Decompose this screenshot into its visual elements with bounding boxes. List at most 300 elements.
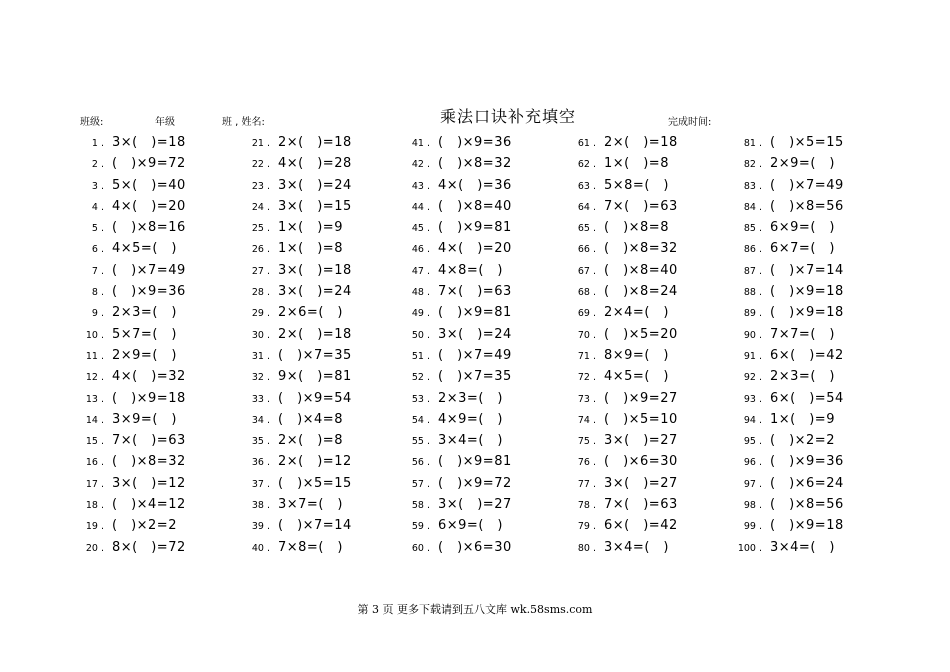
exercise-number: 15 . xyxy=(85,436,104,448)
exercise-item xyxy=(240,515,352,536)
exercise-number: 88 . xyxy=(743,287,762,299)
exercise-equation: 1×( )=8 xyxy=(604,156,669,172)
exercise-equation: 7×( )=63 xyxy=(112,433,186,449)
exercise-equation: ( )×7=35 xyxy=(438,369,512,385)
exercise-number: 99 . xyxy=(743,521,762,533)
exercise-equation: ( )×8=40 xyxy=(438,198,512,214)
exercise-number: 84 . xyxy=(743,201,762,213)
exercise-item xyxy=(732,473,844,494)
exercise-column xyxy=(240,132,352,558)
exercise-equation: ( )×9=54 xyxy=(278,390,352,406)
exercise-item xyxy=(732,324,844,345)
exercise-item xyxy=(566,473,678,494)
exercise-number: 86 . xyxy=(743,244,762,256)
exercise-item xyxy=(566,260,678,281)
exercise-equation: ( )×8=16 xyxy=(112,220,186,236)
exercise-number: 18 . xyxy=(85,500,104,512)
exercise-item xyxy=(80,260,186,281)
exercise-equation: ( )×9=72 xyxy=(112,156,186,172)
exercise-item xyxy=(80,175,186,196)
exercise-number: 19 . xyxy=(85,521,104,533)
exercise-equation: 3×( )=12 xyxy=(112,475,186,491)
exercise-equation: 5×( )=40 xyxy=(112,177,186,193)
exercise-item xyxy=(240,473,352,494)
exercise-number: 59 . xyxy=(411,521,430,533)
exercise-equation: 7×( )=63 xyxy=(438,284,512,300)
exercise-number: 7 . xyxy=(91,265,104,277)
exercise-number: 94 . xyxy=(743,414,762,426)
exercise-number: 62 . xyxy=(577,159,596,171)
exercise-equation: ( )×8=24 xyxy=(604,284,678,300)
exercise-item xyxy=(566,366,678,387)
exercise-equation: 5×8=( ) xyxy=(604,177,669,193)
exercise-item xyxy=(80,132,186,153)
exercise-item xyxy=(732,409,844,430)
exercise-number: 66 . xyxy=(577,244,596,256)
exercise-equation: 3×( )=24 xyxy=(278,284,352,300)
exercise-number: 33 . xyxy=(251,393,270,405)
exercise-item xyxy=(400,302,512,323)
exercise-number: 96 . xyxy=(743,457,762,469)
exercise-item xyxy=(240,388,352,409)
exercise-item xyxy=(240,430,352,451)
exercise-equation: ( )×8=32 xyxy=(604,241,678,257)
exercise-item xyxy=(400,473,512,494)
exercise-item xyxy=(566,430,678,451)
exercise-item xyxy=(240,345,352,366)
exercise-equation: 6×9=( ) xyxy=(438,518,503,534)
exercise-equation: ( )×6=24 xyxy=(770,475,844,491)
exercise-number: 45 . xyxy=(411,223,430,235)
exercise-number: 67 . xyxy=(577,265,596,277)
exercise-number: 76 . xyxy=(577,457,596,469)
exercise-item xyxy=(80,324,186,345)
exercise-item xyxy=(400,345,512,366)
exercise-number: 55 . xyxy=(411,436,430,448)
exercise-item xyxy=(80,238,186,259)
exercise-equation: ( )×9=18 xyxy=(770,305,844,321)
exercise-item xyxy=(240,451,352,472)
exercise-item xyxy=(240,132,352,153)
exercise-item xyxy=(240,537,352,558)
exercise-item xyxy=(400,537,512,558)
exercise-equation: ( )×9=72 xyxy=(438,475,512,491)
exercise-item xyxy=(732,132,844,153)
exercise-equation: 3×( )=15 xyxy=(278,198,352,214)
exercise-number: 97 . xyxy=(743,478,762,490)
exercise-column xyxy=(566,132,678,558)
exercise-item xyxy=(566,388,678,409)
exercise-equation: 7×8=( ) xyxy=(278,539,343,555)
exercise-number: 29 . xyxy=(251,308,270,320)
exercise-number: 73 . xyxy=(577,393,596,405)
exercise-equation: 2×3=( ) xyxy=(438,390,503,406)
exercise-item xyxy=(732,515,844,536)
exercise-item xyxy=(400,366,512,387)
exercise-number: 53 . xyxy=(411,393,430,405)
exercise-number: 2 . xyxy=(91,159,104,171)
exercise-number: 95 . xyxy=(743,436,762,448)
exercise-item xyxy=(566,217,678,238)
exercise-equation: 3×( )=18 xyxy=(278,262,352,278)
exercise-item xyxy=(732,260,844,281)
page-footer: 第 3 页 更多下载请到五八文库 wk.58sms.com xyxy=(357,603,593,616)
exercise-equation: 4×( )=36 xyxy=(438,177,512,193)
exercise-number: 36 . xyxy=(251,457,270,469)
exercise-item xyxy=(240,153,352,174)
exercise-equation: ( )×7=14 xyxy=(770,262,844,278)
exercise-equation: 2×9=( ) xyxy=(770,156,835,172)
exercise-item xyxy=(80,388,186,409)
exercise-number: 50 . xyxy=(411,329,430,341)
exercise-number: 11 . xyxy=(85,350,104,362)
exercise-equation: ( )×5=20 xyxy=(604,326,678,342)
exercise-number: 5 . xyxy=(91,223,104,235)
exercise-equation: ( )×2=2 xyxy=(770,433,835,449)
exercise-number: 16 . xyxy=(85,457,104,469)
exercise-number: 57 . xyxy=(411,478,430,490)
exercise-equation: ( )×7=49 xyxy=(770,177,844,193)
exercise-number: 85 . xyxy=(743,223,762,235)
exercise-number: 37 . xyxy=(251,478,270,490)
exercise-equation: ( )×7=49 xyxy=(438,347,512,363)
exercise-number: 44 . xyxy=(411,201,430,213)
exercise-column xyxy=(732,132,844,558)
exercise-number: 70 . xyxy=(577,329,596,341)
exercise-equation: 2×4=( ) xyxy=(604,305,669,321)
exercise-equation: 2×( )=18 xyxy=(278,135,352,150)
exercise-equation: ( )×7=14 xyxy=(278,518,352,534)
exercise-item xyxy=(80,494,186,515)
exercise-equation: 4×8=( ) xyxy=(438,262,503,278)
exercise-equation: 5×7=( ) xyxy=(112,326,177,342)
exercise-item xyxy=(240,324,352,345)
exercise-item xyxy=(80,537,186,558)
exercise-equation: ( )×8=40 xyxy=(604,262,678,278)
exercise-equation: 8×( )=72 xyxy=(112,539,186,555)
exercise-item xyxy=(80,430,186,451)
exercise-item xyxy=(732,175,844,196)
exercise-number: 27 . xyxy=(251,265,270,277)
exercise-equation: ( )×6=30 xyxy=(438,539,512,555)
exercise-equation: ( )×6=30 xyxy=(604,454,678,470)
exercise-number: 9 . xyxy=(91,308,104,320)
exercise-equation: 3×( )=18 xyxy=(112,135,186,150)
exercise-item xyxy=(240,217,352,238)
exercise-equation: ( )×5=15 xyxy=(278,475,352,491)
exercise-number: 90 . xyxy=(743,329,762,341)
exercise-item xyxy=(732,537,844,558)
exercise-column xyxy=(80,132,186,558)
exercise-item xyxy=(400,260,512,281)
exercise-number: 17 . xyxy=(85,478,104,490)
exercise-number: 24 . xyxy=(251,201,270,213)
exercise-item xyxy=(80,473,186,494)
exercise-item xyxy=(240,302,352,323)
exercise-equation: 3×4=( ) xyxy=(770,539,835,555)
exercise-item xyxy=(240,196,352,217)
exercise-item xyxy=(732,494,844,515)
exercise-number: 91 . xyxy=(743,350,762,362)
exercise-item xyxy=(566,175,678,196)
exercise-equation: 3×4=( ) xyxy=(438,433,503,449)
exercise-equation: 4×( )=20 xyxy=(112,198,186,214)
exercise-item xyxy=(566,196,678,217)
exercise-item xyxy=(400,238,512,259)
exercise-number: 80 . xyxy=(577,542,596,554)
exercise-number: 32 . xyxy=(251,372,270,384)
exercise-item xyxy=(566,132,678,153)
exercise-item xyxy=(240,281,352,302)
exercise-item xyxy=(566,451,678,472)
exercise-number: 10 . xyxy=(85,329,104,341)
exercise-number: 64 . xyxy=(577,201,596,213)
exercise-equation: 2×9=( ) xyxy=(112,347,177,363)
exercise-number: 12 . xyxy=(85,372,104,384)
exercise-number: 3 . xyxy=(91,180,104,192)
exercise-item xyxy=(80,345,186,366)
exercise-item xyxy=(240,366,352,387)
exercise-number: 21 . xyxy=(251,138,270,149)
exercise-number: 26 . xyxy=(251,244,270,256)
exercise-equation: ( )×9=81 xyxy=(438,220,512,236)
exercise-equation: 6×( )=42 xyxy=(604,518,678,534)
exercise-number: 82 . xyxy=(743,159,762,171)
exercise-equation: 3×( )=27 xyxy=(604,433,678,449)
exercise-number: 34 . xyxy=(251,414,270,426)
exercise-equation: 3×9=( ) xyxy=(112,411,177,427)
exercise-item xyxy=(566,537,678,558)
exercise-number: 41 . xyxy=(411,138,430,149)
exercise-item xyxy=(400,196,512,217)
exercise-number: 65 . xyxy=(577,223,596,235)
exercise-item xyxy=(732,388,844,409)
exercise-item xyxy=(80,515,186,536)
exercise-item xyxy=(566,281,678,302)
exercise-item xyxy=(732,451,844,472)
exercise-equation: 2×3=( ) xyxy=(112,305,177,321)
exercise-equation: ( )×4=12 xyxy=(112,497,186,513)
exercise-number: 42 . xyxy=(411,159,430,171)
exercise-equation: 6×( )=42 xyxy=(770,347,844,363)
exercise-number: 1 . xyxy=(91,138,104,149)
exercise-equation: ( )×9=36 xyxy=(770,454,844,470)
exercise-equation: 3×( )=27 xyxy=(604,475,678,491)
exercise-item xyxy=(400,494,512,515)
exercise-equation: 4×5=( ) xyxy=(604,369,669,385)
exercise-number: 51 . xyxy=(411,350,430,362)
exercise-item xyxy=(240,409,352,430)
exercise-number: 87 . xyxy=(743,265,762,277)
exercise-item xyxy=(240,494,352,515)
exercise-number: 60 . xyxy=(411,542,430,554)
page-title: 乘法口诀补充填空 xyxy=(440,107,577,126)
exercise-item xyxy=(566,494,678,515)
exercise-equation: 4×9=( ) xyxy=(438,411,503,427)
exercise-equation: ( )×7=49 xyxy=(112,262,186,278)
exercise-equation: ( )×2=2 xyxy=(112,518,177,534)
exercise-number: 14 . xyxy=(85,414,104,426)
exercise-equation: 7×( )=63 xyxy=(604,198,678,214)
exercise-item xyxy=(400,451,512,472)
exercise-item xyxy=(400,388,512,409)
exercise-item xyxy=(400,324,512,345)
grade-label: 年级 xyxy=(155,117,175,128)
exercise-number: 92 . xyxy=(743,372,762,384)
exercise-equation: 1×( )=8 xyxy=(278,241,343,257)
exercise-item xyxy=(566,153,678,174)
exercise-item xyxy=(80,366,186,387)
exercise-equation: 3×( )=24 xyxy=(438,326,512,342)
exercise-equation: ( )×8=56 xyxy=(770,497,844,513)
exercise-number: 39 . xyxy=(251,521,270,533)
exercise-equation: 4×( )=32 xyxy=(112,369,186,385)
exercise-equation: 7×( )=63 xyxy=(604,497,678,513)
exercise-equation: ( )×5=15 xyxy=(770,135,844,150)
exercise-item xyxy=(240,175,352,196)
exercise-equation: 1×( )=9 xyxy=(770,411,835,427)
class-label: 班级: xyxy=(80,117,104,128)
exercise-equation: 6×7=( ) xyxy=(770,241,835,257)
exercise-item xyxy=(732,345,844,366)
exercise-number: 31 . xyxy=(251,350,270,362)
exercise-equation: ( )×8=32 xyxy=(438,156,512,172)
exercise-item xyxy=(732,430,844,451)
exercise-number: 49 . xyxy=(411,308,430,320)
exercise-item xyxy=(400,175,512,196)
exercise-number: 43 . xyxy=(411,180,430,192)
exercise-number: 72 . xyxy=(577,372,596,384)
exercise-item xyxy=(240,238,352,259)
exercise-equation: ( )×9=18 xyxy=(770,284,844,300)
exercise-number: 74 . xyxy=(577,414,596,426)
exercise-equation: ( )×9=18 xyxy=(770,518,844,534)
exercise-number: 63 . xyxy=(577,180,596,192)
exercise-number: 77 . xyxy=(577,478,596,490)
exercise-number: 100 . xyxy=(737,542,762,554)
exercise-item xyxy=(400,281,512,302)
exercise-equation: 2×3=( ) xyxy=(770,369,835,385)
exercise-equation: 8×9=( ) xyxy=(604,347,669,363)
exercise-equation: ( )×8=56 xyxy=(770,198,844,214)
exercise-column xyxy=(400,132,512,558)
exercise-number: 52 . xyxy=(411,372,430,384)
exercise-equation: ( )×9=36 xyxy=(112,284,186,300)
exercise-item xyxy=(400,430,512,451)
exercise-number: 22 . xyxy=(251,159,270,171)
exercise-equation: 7×7=( ) xyxy=(770,326,835,342)
exercise-number: 71 . xyxy=(577,350,596,362)
exercise-number: 4 . xyxy=(91,201,104,213)
exercise-number: 47 . xyxy=(411,265,430,277)
exercise-number: 48 . xyxy=(411,287,430,299)
exercise-item xyxy=(732,281,844,302)
exercise-item xyxy=(80,196,186,217)
exercise-equation: ( )×9=27 xyxy=(604,390,678,406)
exercise-number: 40 . xyxy=(251,542,270,554)
exercise-equation: ( )×5=10 xyxy=(604,411,678,427)
exercise-item xyxy=(732,217,844,238)
exercise-equation: 4×( )=20 xyxy=(438,241,512,257)
exercise-item xyxy=(566,409,678,430)
exercise-number: 83 . xyxy=(743,180,762,192)
exercise-equation: ( )×8=32 xyxy=(112,454,186,470)
exercise-number: 89 . xyxy=(743,308,762,320)
exercise-number: 28 . xyxy=(251,287,270,299)
exercise-item xyxy=(732,302,844,323)
exercise-equation: 6×( )=54 xyxy=(770,390,844,406)
exercise-equation: 6×9=( ) xyxy=(770,220,835,236)
exercise-item xyxy=(400,409,512,430)
exercise-equation: ( )×9=81 xyxy=(438,305,512,321)
exercise-item xyxy=(732,196,844,217)
exercise-item xyxy=(566,302,678,323)
exercise-item xyxy=(80,153,186,174)
exercise-number: 69 . xyxy=(577,308,596,320)
exercise-item xyxy=(400,515,512,536)
exercise-equation: 9×( )=81 xyxy=(278,369,352,385)
exercise-item xyxy=(80,302,186,323)
exercise-number: 38 . xyxy=(251,500,270,512)
exercise-equation: ( )×9=36 xyxy=(438,135,512,150)
exercise-equation: ( )×4=8 xyxy=(278,411,343,427)
exercise-item xyxy=(80,409,186,430)
exercise-item xyxy=(80,281,186,302)
exercise-equation: 3×( )=24 xyxy=(278,177,352,193)
exercise-item xyxy=(400,217,512,238)
exercise-number: 75 . xyxy=(577,436,596,448)
exercise-item xyxy=(240,260,352,281)
exercise-number: 56 . xyxy=(411,457,430,469)
exercise-number: 98 . xyxy=(743,500,762,512)
exercise-item xyxy=(566,515,678,536)
exercise-number: 54 . xyxy=(411,414,430,426)
exercise-equation: 4×( )=28 xyxy=(278,156,352,172)
exercise-number: 46 . xyxy=(411,244,430,256)
exercise-item xyxy=(566,345,678,366)
exercise-equation: ( )×9=18 xyxy=(112,390,186,406)
exercise-number: 13 . xyxy=(85,393,104,405)
exercise-equation: ( )×8=8 xyxy=(604,220,669,236)
exercise-number: 30 . xyxy=(251,329,270,341)
exercise-number: 20 . xyxy=(85,542,104,554)
exercise-item xyxy=(400,132,512,153)
exercise-item xyxy=(732,238,844,259)
exercise-number: 58 . xyxy=(411,500,430,512)
exercise-number: 81 . xyxy=(743,138,762,149)
exercise-equation: 3×( )=27 xyxy=(438,497,512,513)
exercise-equation: ( )×7=35 xyxy=(278,347,352,363)
exercise-number: 23 . xyxy=(251,180,270,192)
exercise-item xyxy=(566,238,678,259)
exercise-number: 61 . xyxy=(577,138,596,149)
exercise-number: 78 . xyxy=(577,500,596,512)
exercise-number: 25 . xyxy=(251,223,270,235)
exercise-item xyxy=(400,153,512,174)
exercise-number: 8 . xyxy=(91,287,104,299)
exercise-equation: 2×6=( ) xyxy=(278,305,343,321)
exercise-equation: 4×5=( ) xyxy=(112,241,177,257)
exercise-equation: ( )×9=81 xyxy=(438,454,512,470)
completion-time-label: 完成时间: xyxy=(668,117,712,128)
exercise-number: 35 . xyxy=(251,436,270,448)
exercise-equation: 3×7=( ) xyxy=(278,497,343,513)
exercise-item xyxy=(80,217,186,238)
name-label: 班 , 姓名: xyxy=(222,117,265,128)
exercise-item xyxy=(566,324,678,345)
exercise-number: 79 . xyxy=(577,521,596,533)
exercise-item xyxy=(80,451,186,472)
